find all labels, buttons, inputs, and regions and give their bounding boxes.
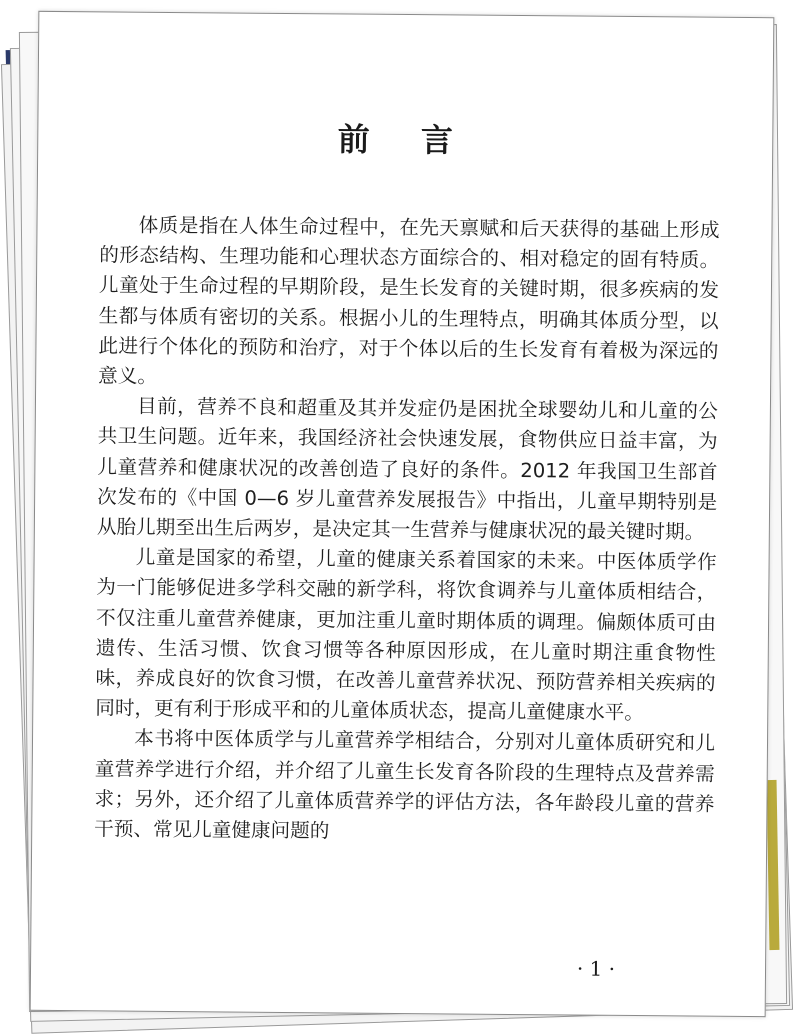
paragraph-4: 本书将中医体质学与儿童营养学相结合，分别对儿童体质研究和儿童营养学进行介绍，并介绍了儿童生长发育各阶段的生理特点及营养需求；另外，还介绍了儿童体质营养学的评估方法，各年龄段儿童的营养干预、常见儿童健康问题的: [94, 727, 716, 843]
paragraph-2: 目前，营养不良和超重及其并发症仍是困扰全球婴幼儿和儿童的公共卫生问题。近年来，我国经济社会快速发展，食物供应日益丰富，为儿童营养和健康状况的改善创造了良好的条件。2012 年我国卫生部首次发布的《中国 0—6 岁儿童营养发展报告》中指出，儿童早期特别是从胎儿期至出生后两岁，是决定其一生营养与健康状况的最关键时期。: [96, 394, 719, 544]
paragraph-1: 体质是指在人体生命过程中，在先天禀赋和后天获得的基础上形成的形态结构、生理功能和心理状态方面综合的、相对稳定的固有特质。儿童处于生命过程的早期阶段，是生长发育的关键时期，很多疾病的发生都与体质有密切的关系。根据小儿的生理特点，明确其体质分型，以此进行个体化的预防和治疗，对于个体以后的生长发育有着极为深远的意义。: [98, 213, 720, 388]
page-title: 前 言: [337, 120, 474, 160]
front-page: [30, 11, 775, 1017]
page-body: [94, 210, 720, 850]
paragraph-3: 儿童是国家的希望，儿童的健康关系着国家的未来。中医体质学作为一门能够促进多学科交融的新学科，将饮食调养与儿童体质相结合，不仅注重儿童营养健康，更加注重儿童时期体质的调理。偏颇体质可由遗传、生活习惯、饮食习惯等各种原因形成，在儿童时期注重食物性味，养成良好的饮食习惯，在改善儿童营养状况、预防营养相关疾病的同时，更有利于形成平和的儿童体质状态，提高儿童健康水平。: [95, 545, 717, 725]
page-number: · 1 ·: [576, 956, 616, 981]
